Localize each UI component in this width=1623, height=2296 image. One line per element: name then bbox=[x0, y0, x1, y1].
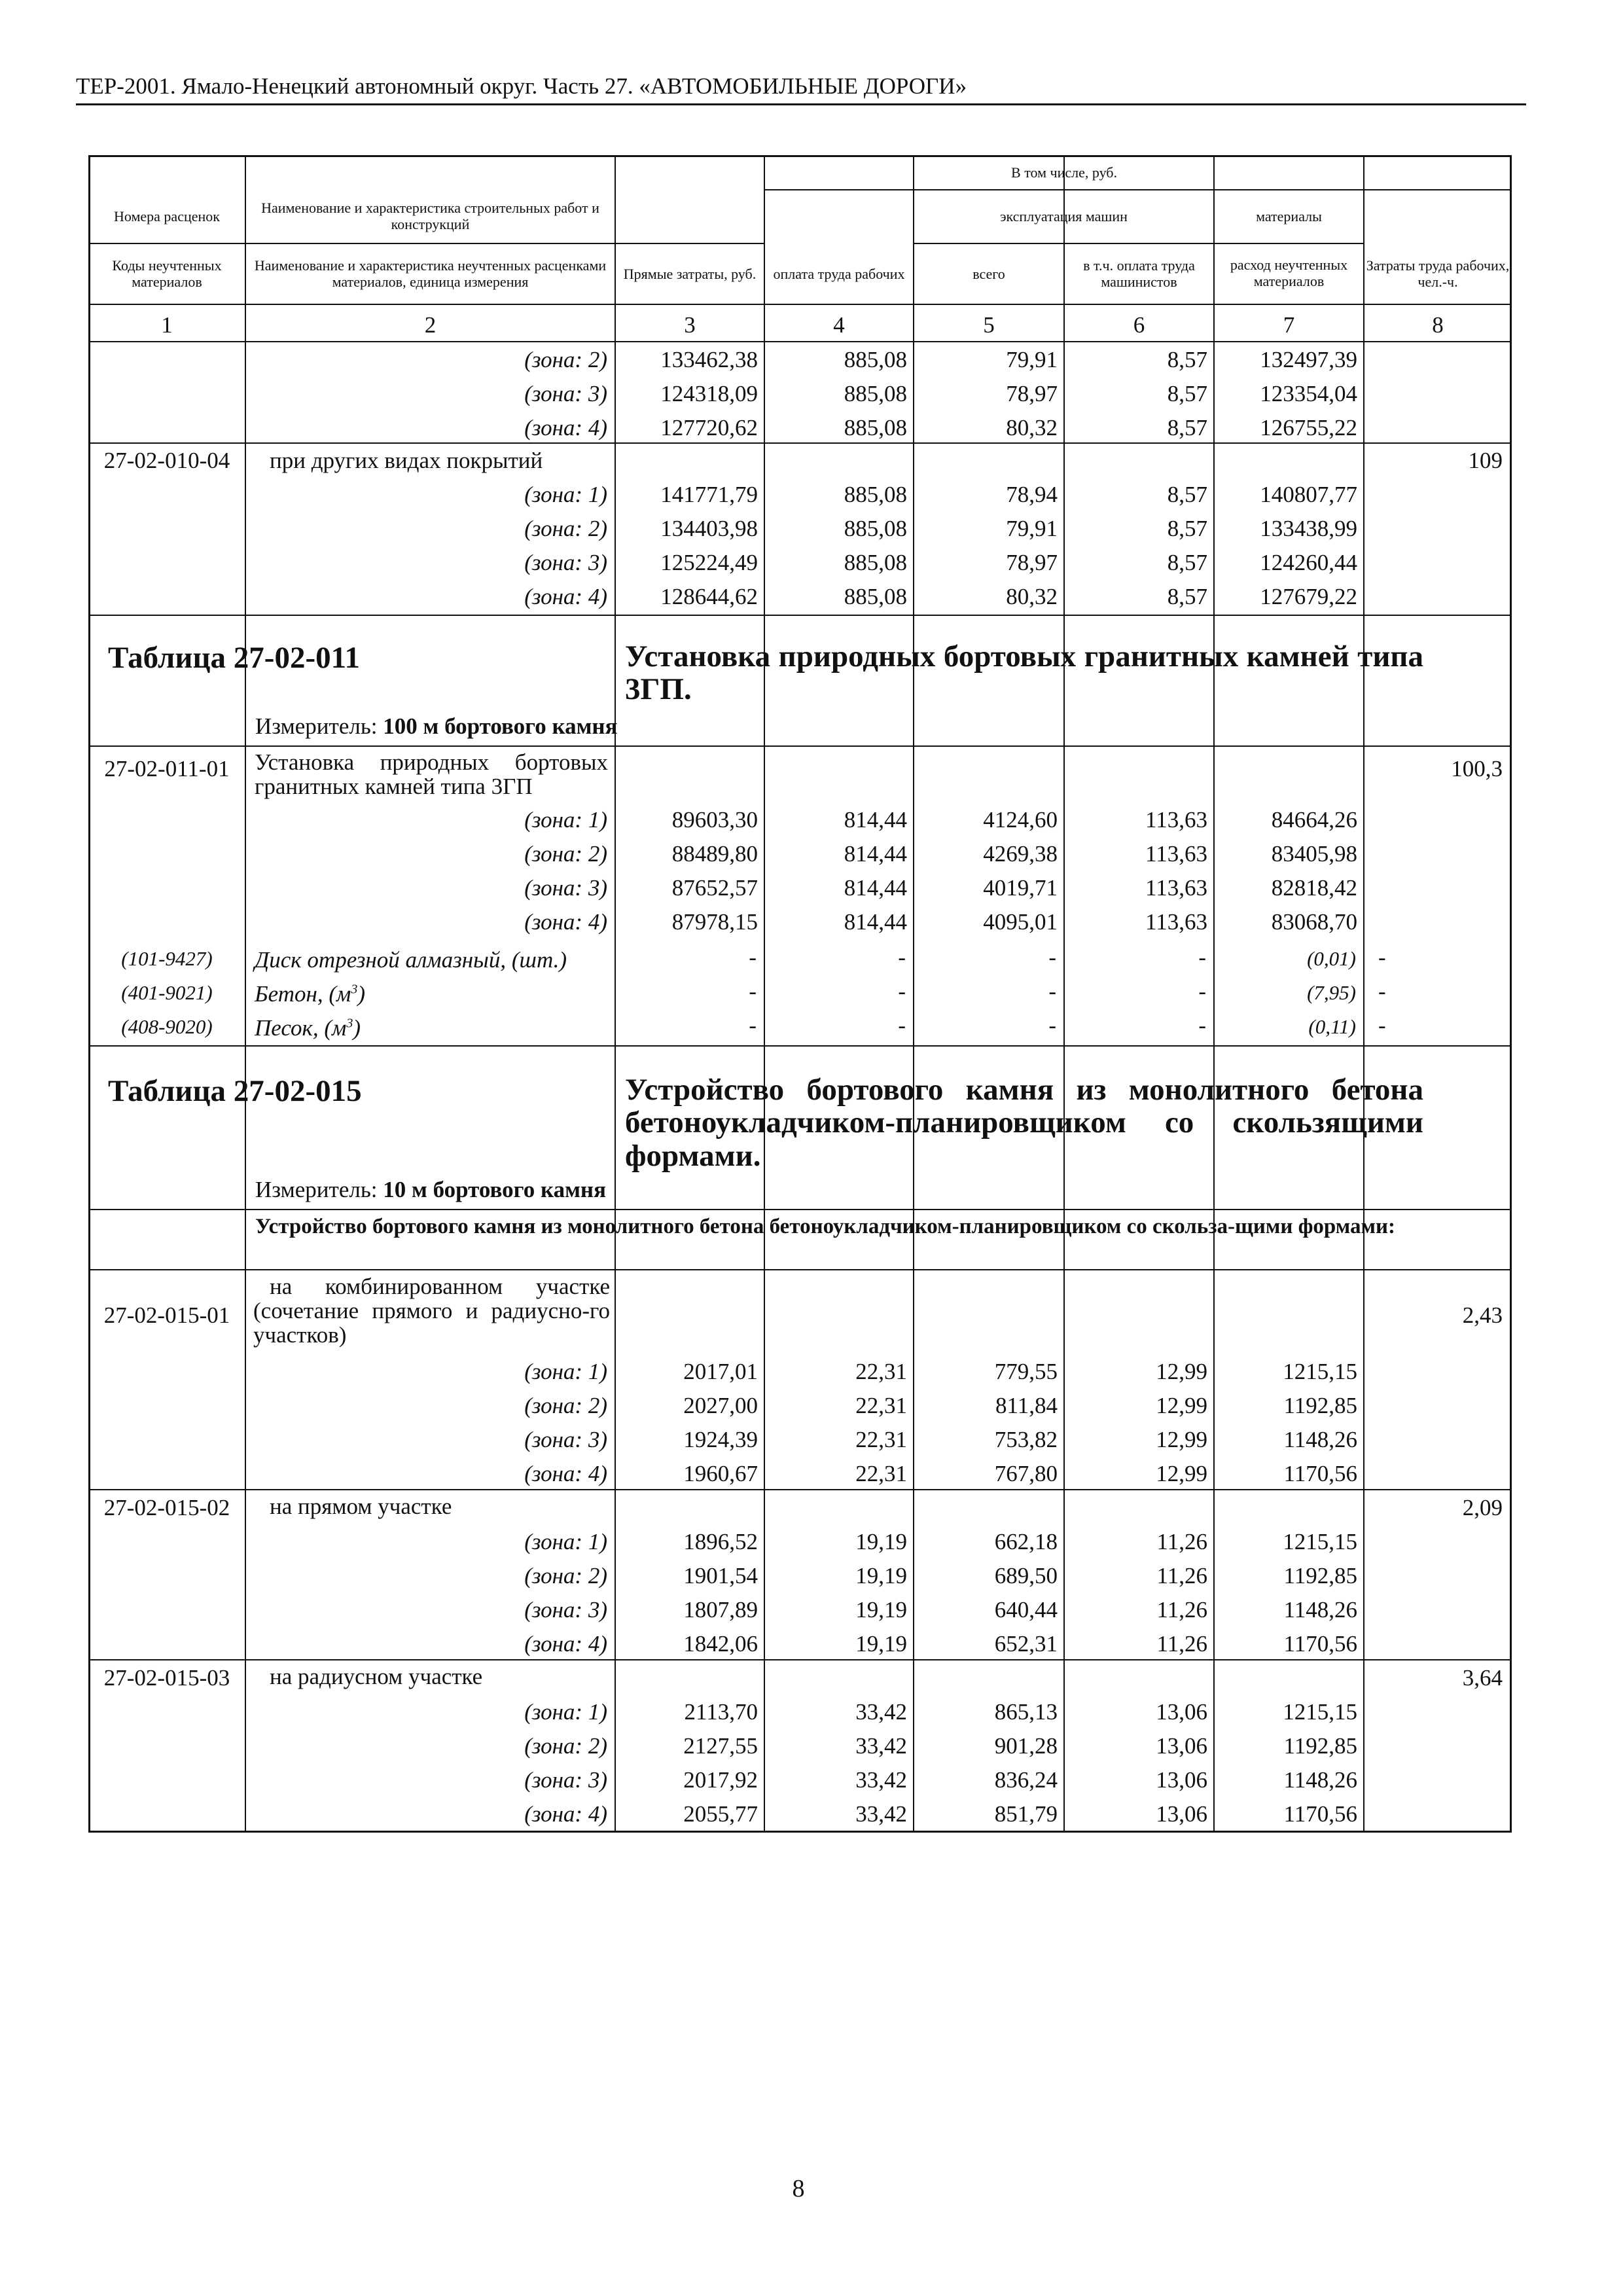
measure-label: Измеритель: bbox=[255, 1177, 378, 1202]
value-cell: 885,08 bbox=[844, 482, 907, 507]
value-cell: 79,91 bbox=[1006, 516, 1058, 541]
zone-label: (зона: 2) bbox=[524, 516, 607, 541]
labor-cost: 100,3 bbox=[1451, 756, 1503, 781]
column-number: 8 bbox=[1432, 312, 1444, 338]
value-cell: 33,42 bbox=[855, 1801, 907, 1827]
value-cell: 1148,26 bbox=[1283, 1427, 1357, 1452]
value-cell: 11,26 bbox=[1156, 1563, 1207, 1588]
value-cell: 13,06 bbox=[1156, 1801, 1207, 1827]
value-cell: 2017,01 bbox=[683, 1359, 758, 1384]
value-cell: 133438,99 bbox=[1260, 516, 1357, 541]
dash-cell: - bbox=[1048, 944, 1056, 970]
value-cell: 11,26 bbox=[1156, 1631, 1207, 1657]
zone-label: (зона: 2) bbox=[524, 347, 607, 372]
grid-line bbox=[88, 1489, 1512, 1490]
grid-line bbox=[88, 442, 1512, 444]
zone-label: (зона: 4) bbox=[524, 909, 607, 935]
value-cell: 4095,01 bbox=[983, 909, 1058, 935]
dash-cell: - bbox=[1048, 978, 1056, 1004]
value-cell: 1960,67 bbox=[683, 1461, 758, 1486]
material-code: (401-9021) bbox=[121, 981, 213, 1004]
value-cell: 133462,38 bbox=[660, 347, 758, 372]
column-number: 7 bbox=[1283, 312, 1295, 338]
zone-label: (зона: 4) bbox=[524, 415, 607, 440]
dash-cell: - bbox=[1198, 978, 1206, 1004]
zone-label: (зона: 1) bbox=[524, 1529, 607, 1554]
zone-label: (зона: 3) bbox=[524, 550, 607, 575]
header-col5: всего bbox=[972, 265, 1005, 282]
value-cell: 13,06 bbox=[1156, 1767, 1207, 1793]
dash-cell: - bbox=[1378, 978, 1386, 1004]
value-cell: 885,08 bbox=[844, 584, 907, 609]
value-cell: 84664,26 bbox=[1271, 807, 1357, 833]
header-col1-bottom: Коды неучтенных материалов bbox=[112, 257, 222, 290]
table-number: Таблица 27-02-011 bbox=[108, 641, 360, 675]
dash-cell: - bbox=[1048, 1013, 1056, 1038]
zone-label: (зона: 3) bbox=[524, 381, 607, 406]
column-number: 1 bbox=[161, 312, 173, 338]
group-title: Устройство бортового камня из монолитного бетона бетоноукладчиком-планировщиком со скольза-щими формами: bbox=[255, 1215, 1396, 1238]
value-cell: 8,57 bbox=[1167, 415, 1207, 440]
rate-name: Установка природных бортовых гранитных камней типа 3ГП bbox=[255, 749, 608, 799]
value-cell: 2017,92 bbox=[683, 1767, 758, 1793]
value-cell: 1215,15 bbox=[1283, 1359, 1357, 1384]
table-number: Таблица 27-02-015 bbox=[108, 1074, 362, 1108]
dash-cell: - bbox=[1378, 944, 1386, 970]
value-cell: 113,63 bbox=[1145, 807, 1207, 833]
table-title: Устройство бортового камня из монолитного бетона бетоноукладчиком-планировщиком со скользящими формами. bbox=[625, 1073, 1423, 1173]
value-cell: 814,44 bbox=[844, 875, 907, 901]
value-cell: 865,13 bbox=[994, 1699, 1058, 1725]
value-cell: 2055,77 bbox=[683, 1801, 758, 1827]
zone-label: (зона: 2) bbox=[524, 1563, 607, 1588]
grid-line bbox=[88, 1269, 1512, 1270]
value-cell: 87652,57 bbox=[671, 875, 758, 901]
column-number: 6 bbox=[1133, 312, 1145, 338]
labor-cost: 2,43 bbox=[1462, 1302, 1503, 1328]
value-cell: 1842,06 bbox=[683, 1631, 758, 1657]
material-name-text: Бетон, (м bbox=[255, 981, 351, 1007]
value-cell: 132497,39 bbox=[1260, 347, 1357, 372]
grid-line bbox=[88, 1045, 1512, 1047]
value-cell: 1170,56 bbox=[1283, 1801, 1357, 1827]
value-cell: 12,99 bbox=[1156, 1427, 1207, 1452]
value-cell: 1192,85 bbox=[1283, 1733, 1357, 1759]
value-cell: 89603,30 bbox=[671, 807, 758, 833]
zone-label: (зона: 2) bbox=[524, 841, 607, 867]
rate-code: 27-02-010-04 bbox=[103, 448, 230, 473]
value-cell: 19,19 bbox=[855, 1631, 907, 1657]
value-cell: 82818,42 bbox=[1271, 875, 1357, 901]
value-cell: 11,26 bbox=[1156, 1529, 1207, 1554]
value-cell: 88489,80 bbox=[671, 841, 758, 867]
grid-line bbox=[88, 341, 1512, 342]
value-cell: 811,84 bbox=[995, 1393, 1058, 1418]
value-cell: 141771,79 bbox=[660, 482, 758, 507]
value-cell: 753,82 bbox=[994, 1427, 1058, 1452]
value-cell: 22,31 bbox=[855, 1359, 907, 1384]
zone-label: (зона: 3) bbox=[524, 875, 607, 901]
header-group-materials: материалы bbox=[1256, 207, 1322, 224]
rate-name: на радиусном участке bbox=[270, 1664, 483, 1689]
dash-cell: - bbox=[1198, 1013, 1206, 1038]
value-cell: 1192,85 bbox=[1283, 1563, 1357, 1588]
measure-unit bbox=[255, 713, 618, 740]
zone-label: (зона: 1) bbox=[524, 807, 607, 833]
material-qty: (0,01) bbox=[1307, 947, 1356, 970]
value-cell: 814,44 bbox=[844, 807, 907, 833]
unit-close: ) bbox=[357, 981, 366, 1007]
measure-label: Измеритель: bbox=[255, 713, 378, 739]
value-cell: 12,99 bbox=[1156, 1359, 1207, 1384]
value-cell: 78,97 bbox=[1006, 381, 1058, 406]
grid-line bbox=[88, 1209, 1512, 1210]
zone-label: (зона: 1) bbox=[524, 482, 607, 507]
value-cell: 1170,56 bbox=[1283, 1461, 1357, 1486]
value-cell: 140807,77 bbox=[1260, 482, 1357, 507]
value-cell: 12,99 bbox=[1156, 1393, 1207, 1418]
value-cell: 22,31 bbox=[855, 1393, 907, 1418]
value-cell: 33,42 bbox=[855, 1699, 907, 1725]
value-cell: 79,91 bbox=[1006, 347, 1058, 372]
value-cell: 8,57 bbox=[1167, 550, 1207, 575]
value-cell: 80,32 bbox=[1006, 415, 1058, 440]
dash-cell: - bbox=[749, 944, 757, 970]
zone-label: (зона: 4) bbox=[524, 584, 607, 609]
value-cell: 1807,89 bbox=[683, 1597, 758, 1623]
unit-superscript: 3 bbox=[346, 1016, 353, 1031]
value-cell: 134403,98 bbox=[660, 516, 758, 541]
value-cell: 4019,71 bbox=[983, 875, 1058, 901]
unit-superscript: 3 bbox=[351, 982, 358, 997]
measure-value: 10 м бортового камня bbox=[383, 1177, 607, 1202]
rate-code: 27-02-015-02 bbox=[103, 1495, 230, 1520]
material-name bbox=[255, 981, 608, 1007]
header-col7: расход неучтенных материалов bbox=[1230, 257, 1348, 289]
value-cell: 885,08 bbox=[844, 381, 907, 406]
value-cell: 126755,22 bbox=[1260, 415, 1357, 440]
dash-cell: - bbox=[898, 978, 906, 1004]
value-cell: 689,50 bbox=[994, 1563, 1058, 1588]
value-cell: 127679,22 bbox=[1260, 584, 1357, 609]
material-name bbox=[255, 1015, 608, 1041]
column-number: 2 bbox=[424, 312, 437, 338]
zone-label: (зона: 4) bbox=[524, 1801, 607, 1827]
value-cell: 885,08 bbox=[844, 550, 907, 575]
value-cell: 128644,62 bbox=[660, 584, 758, 609]
zone-label: (зона: 3) bbox=[524, 1597, 607, 1623]
value-cell: 78,97 bbox=[1006, 550, 1058, 575]
value-cell: 19,19 bbox=[855, 1597, 907, 1623]
header-col1-top: Номера расценок bbox=[114, 207, 220, 224]
zone-label: (зона: 3) bbox=[524, 1427, 607, 1452]
zone-label: (зона: 3) bbox=[524, 1767, 607, 1793]
value-cell: 113,63 bbox=[1145, 875, 1207, 901]
dash-cell: - bbox=[1378, 1013, 1386, 1038]
dash-cell: - bbox=[898, 944, 906, 970]
value-cell: 767,80 bbox=[994, 1461, 1058, 1486]
column-number: 4 bbox=[833, 312, 845, 338]
grid-line bbox=[1363, 155, 1364, 1833]
value-cell: 851,79 bbox=[994, 1801, 1058, 1827]
rate-name: при других видах покрытий bbox=[270, 448, 543, 473]
material-name-text: Песок, (м bbox=[255, 1015, 347, 1041]
measure-value: 100 м бортового камня bbox=[383, 713, 618, 739]
rate-code: 27-02-015-03 bbox=[103, 1665, 230, 1691]
value-cell: 814,44 bbox=[844, 909, 907, 935]
value-cell: 19,19 bbox=[855, 1563, 907, 1588]
grid-line bbox=[88, 304, 1512, 305]
value-cell: 1148,26 bbox=[1283, 1597, 1357, 1623]
value-cell: 814,44 bbox=[844, 841, 907, 867]
page-header: ТЕР-2001. Ямало-Ненецкий автономный округ. Часть 27. «АВТОМОБИЛЬНЫЕ ДОРОГИ» bbox=[76, 73, 1526, 105]
value-cell: 2127,55 bbox=[683, 1733, 758, 1759]
value-cell: 8,57 bbox=[1167, 482, 1207, 507]
rate-code: 27-02-011-01 bbox=[104, 756, 230, 781]
material-code: (408-9020) bbox=[121, 1015, 213, 1038]
value-cell: 80,32 bbox=[1006, 584, 1058, 609]
value-cell: 127720,62 bbox=[660, 415, 758, 440]
value-cell: 1901,54 bbox=[683, 1563, 758, 1588]
value-cell: 1170,56 bbox=[1283, 1631, 1357, 1657]
value-cell: 87978,15 bbox=[671, 909, 758, 935]
material-qty: (0,11) bbox=[1308, 1015, 1356, 1038]
header-col2-top: Наименование и характеристика строительных работ и конструкций bbox=[261, 200, 599, 232]
value-cell: 1215,15 bbox=[1283, 1699, 1357, 1725]
material-code: (101-9427) bbox=[121, 947, 213, 970]
value-cell: 885,08 bbox=[844, 516, 907, 541]
value-cell: 8,57 bbox=[1167, 347, 1207, 372]
zone-label: (зона: 1) bbox=[524, 1699, 607, 1725]
rate-name: на комбинированном участке (сочетание прямого и радиусно-го участков) bbox=[253, 1274, 610, 1348]
labor-cost: 3,64 bbox=[1462, 1665, 1503, 1691]
value-cell: 124318,09 bbox=[660, 381, 758, 406]
value-cell: 83405,98 bbox=[1271, 841, 1357, 867]
value-cell: 1215,15 bbox=[1283, 1529, 1357, 1554]
value-cell: 4124,60 bbox=[983, 807, 1058, 833]
value-cell: 1148,26 bbox=[1283, 1767, 1357, 1793]
value-cell: 11,26 bbox=[1156, 1597, 1207, 1623]
header-col8: Затраты труда рабочих, чел.-ч. bbox=[1366, 257, 1510, 290]
column-number: 5 bbox=[983, 312, 995, 338]
zone-label: (зона: 1) bbox=[524, 1359, 607, 1384]
zone-label: (зона: 4) bbox=[524, 1461, 607, 1486]
page-number: 8 bbox=[792, 2175, 805, 2202]
header-col2-bottom: Наименование и характеристика неучтенных расценками материалов, единица измерения bbox=[254, 257, 607, 290]
zone-label: (зона: 2) bbox=[524, 1393, 607, 1418]
value-cell: 1192,85 bbox=[1283, 1393, 1357, 1418]
grid-line bbox=[88, 745, 1512, 747]
value-cell: 123354,04 bbox=[1260, 381, 1357, 406]
value-cell: 78,94 bbox=[1006, 482, 1058, 507]
zone-label: (зона: 4) bbox=[524, 1631, 607, 1657]
value-cell: 113,63 bbox=[1145, 841, 1207, 867]
rate-name: на прямом участке bbox=[270, 1494, 452, 1519]
value-cell: 885,08 bbox=[844, 415, 907, 440]
dash-cell: - bbox=[749, 978, 757, 1004]
value-cell: 640,44 bbox=[994, 1597, 1058, 1623]
value-cell: 8,57 bbox=[1167, 584, 1207, 609]
dash-cell: - bbox=[749, 1013, 757, 1038]
value-cell: 8,57 bbox=[1167, 381, 1207, 406]
value-cell: 19,19 bbox=[855, 1529, 907, 1554]
value-cell: 125224,49 bbox=[660, 550, 758, 575]
value-cell: 33,42 bbox=[855, 1767, 907, 1793]
material-name-text: Диск отрезной алмазный, (шт.) bbox=[255, 947, 567, 973]
value-cell: 13,06 bbox=[1156, 1733, 1207, 1759]
grid-line bbox=[764, 189, 1512, 190]
value-cell: 113,63 bbox=[1145, 909, 1207, 935]
grid-line bbox=[88, 615, 1512, 616]
value-cell: 13,06 bbox=[1156, 1699, 1207, 1725]
material-qty: (7,95) bbox=[1307, 981, 1356, 1004]
value-cell: 12,99 bbox=[1156, 1461, 1207, 1486]
header-col3: Прямые затраты, руб. bbox=[623, 265, 757, 282]
value-cell: 901,28 bbox=[994, 1733, 1058, 1759]
value-cell: 8,57 bbox=[1167, 516, 1207, 541]
header-col6: в т.ч. оплата труда машинистов bbox=[1083, 257, 1195, 290]
value-cell: 652,31 bbox=[994, 1631, 1058, 1657]
labor-cost: 109 bbox=[1468, 448, 1503, 473]
header-col4: оплата труда рабочих bbox=[773, 265, 905, 282]
dash-cell: - bbox=[1198, 944, 1206, 970]
value-cell: 22,31 bbox=[855, 1427, 907, 1452]
value-cell: 836,24 bbox=[994, 1767, 1058, 1793]
column-number: 3 bbox=[684, 312, 696, 338]
header-group-machines: эксплуатация машин bbox=[1000, 207, 1128, 224]
value-cell: 124260,44 bbox=[1260, 550, 1357, 575]
grid-line bbox=[88, 1659, 1512, 1660]
value-cell: 22,31 bbox=[855, 1461, 907, 1486]
value-cell: 33,42 bbox=[855, 1733, 907, 1759]
value-cell: 4269,38 bbox=[983, 841, 1058, 867]
material-name bbox=[255, 947, 608, 973]
zone-label: (зона: 2) bbox=[524, 1733, 607, 1759]
value-cell: 662,18 bbox=[994, 1529, 1058, 1554]
value-cell: 885,08 bbox=[844, 347, 907, 372]
labor-cost: 2,09 bbox=[1462, 1495, 1503, 1520]
value-cell: 1924,39 bbox=[683, 1427, 758, 1452]
value-cell: 83068,70 bbox=[1271, 909, 1357, 935]
value-cell: 2113,70 bbox=[684, 1699, 758, 1725]
unit-close: ) bbox=[353, 1015, 361, 1041]
grid-line bbox=[88, 243, 764, 244]
measure-unit bbox=[255, 1177, 606, 1203]
dash-cell: - bbox=[898, 1013, 906, 1038]
table-title: Установка природных бортовых гранитных камней типа 3ГП. bbox=[625, 639, 1423, 707]
value-cell: 779,55 bbox=[994, 1359, 1058, 1384]
value-cell: 2027,00 bbox=[683, 1393, 758, 1418]
value-cell: 1896,52 bbox=[683, 1529, 758, 1554]
header-group-incl: В том числе, руб. bbox=[1011, 164, 1117, 181]
rate-code: 27-02-015-01 bbox=[103, 1302, 230, 1328]
